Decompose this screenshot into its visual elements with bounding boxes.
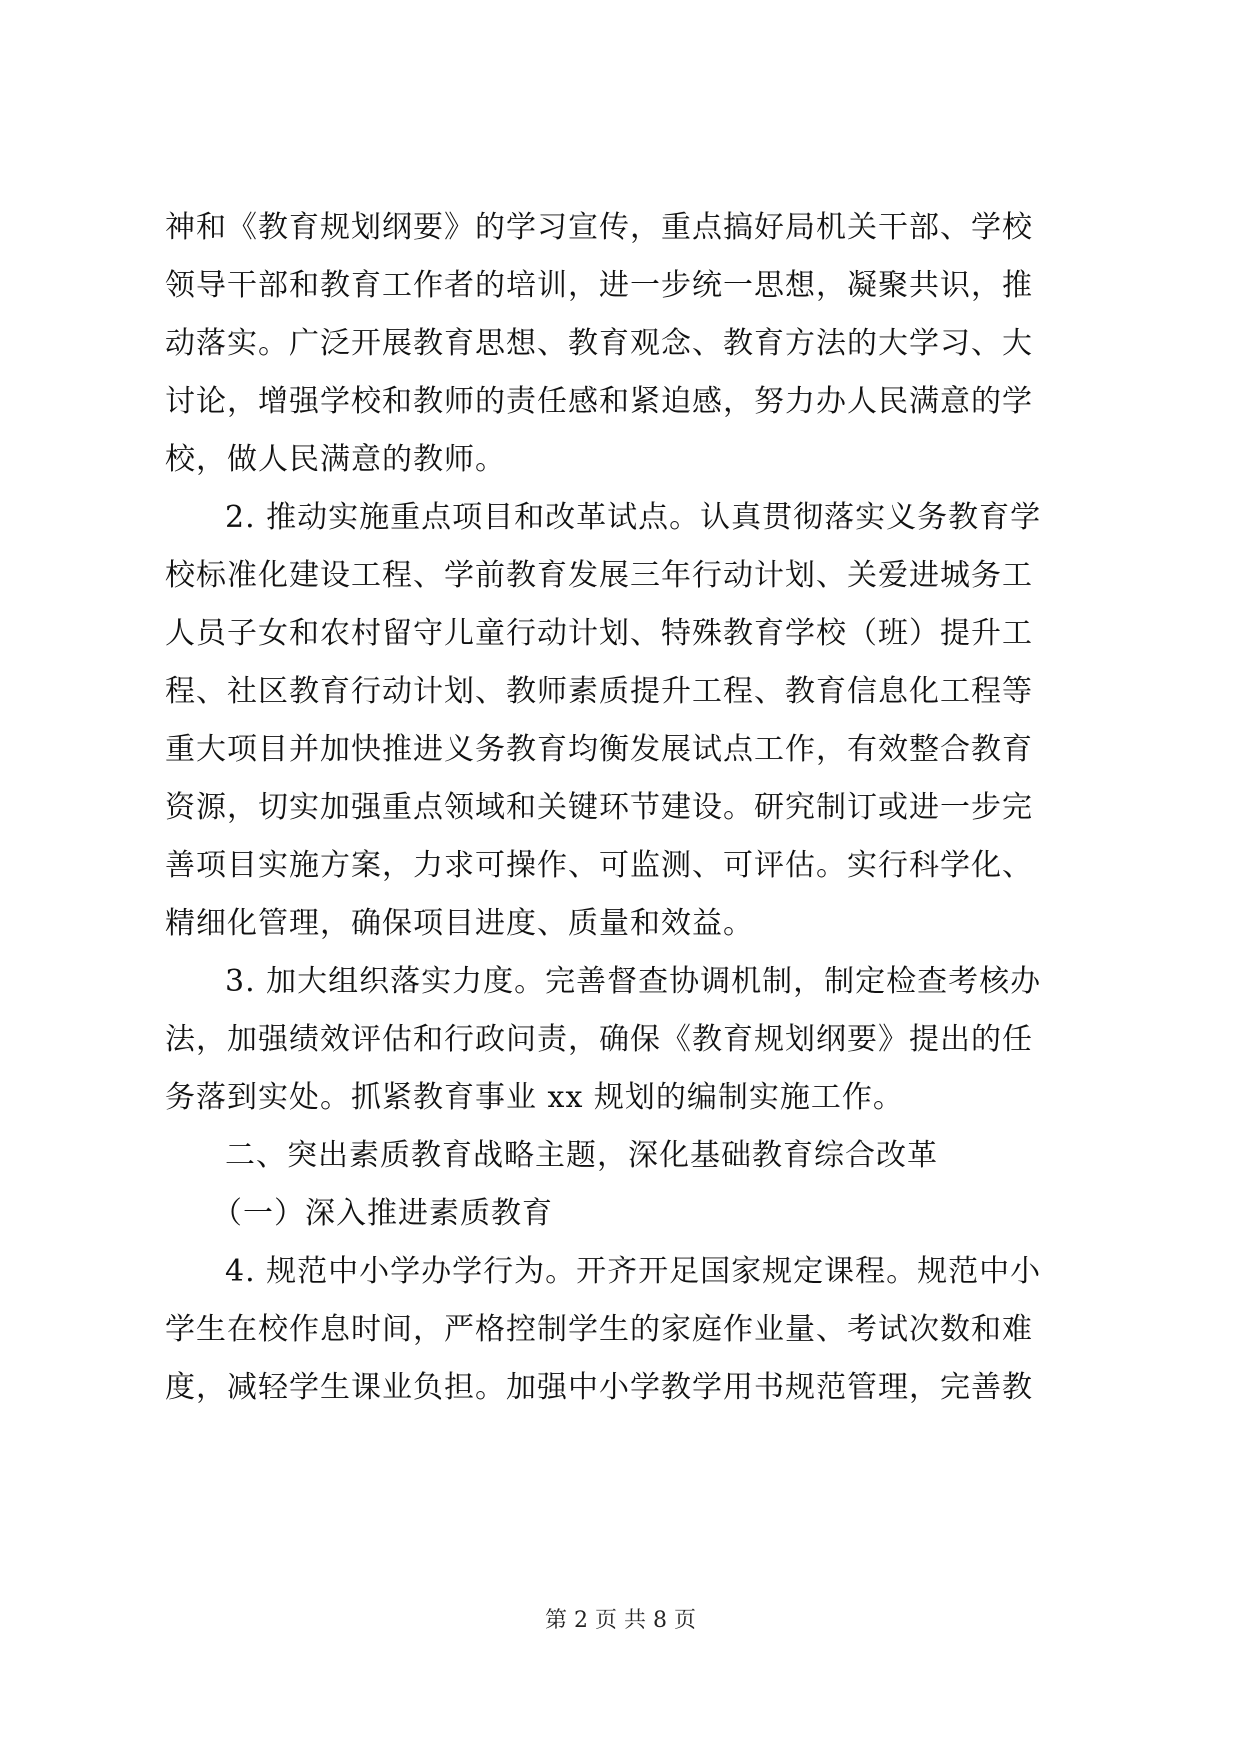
body-text-line: 度，减轻学生课业负担。加强中小学教学用书规范管理，完善教 [165,1370,1033,1405]
body-text-line: 资源，切实加强重点领域和关键环节建设。研究制订或进一步完 [165,790,1033,825]
body-text-line: 校，做人民满意的教师。 [165,442,506,477]
body-text-line: 神和《教育规划纲要》的学习宣传，重点搞好局机关干部、学校 [165,210,1033,245]
section-heading: 二、突出素质教育战略主题，深化基础教育综合改革 [225,1138,938,1173]
paragraph-3-start: 3. 加大组织落实力度。完善督查协调机制，制定检查考核办 [225,964,1042,999]
body-text-line: 精细化管理，确保项目进度、质量和效益。 [165,906,754,941]
body-text-line: 领导干部和教育工作者的培训，进一步统一思想，凝聚共识，推 [165,268,1033,303]
page-number-footer: 第 2 页 共 8 页 [545,1608,696,1633]
paragraph-2-start: 2. 推动实施重点项目和改革试点。认真贯彻落实义务教育学 [225,500,1042,535]
body-text-line: 法，加强绩效评估和行政问责，确保《教育规划纲要》提出的任 [165,1022,1033,1057]
body-text-line: 善项目实施方案，力求可操作、可监测、可评估。实行科学化、 [165,848,1033,883]
body-text-line: 学生在校作息时间，严格控制学生的家庭作业量、考试次数和难 [165,1312,1033,1347]
paragraph-4-start: 4. 规范中小学办学行为。开齐开足国家规定课程。规范中小 [225,1254,1042,1289]
body-text-line: 程、社区教育行动计划、教师素质提升工程、教育信息化工程等 [165,674,1033,709]
body-text-line: 务落到实处。抓紧教育事业 xx 规划的编制实施工作。 [165,1080,904,1115]
body-text-line: 讨论，增强学校和教师的责任感和紧迫感，努力办人民满意的学 [165,384,1033,419]
body-text-line: 动落实。广泛开展教育思想、教育观念、教育方法的大学习、大 [165,326,1033,361]
body-text-line: 人员子女和农村留守儿童行动计划、特殊教育学校（班）提升工 [165,616,1033,651]
subsection-heading: （一）深入推进素质教育 [212,1196,553,1231]
body-text-line: 校标准化建设工程、学前教育发展三年行动计划、关爱进城务工 [165,558,1033,593]
body-text-line: 重大项目并加快推进义务教育均衡发展试点工作，有效整合教育 [165,732,1033,767]
